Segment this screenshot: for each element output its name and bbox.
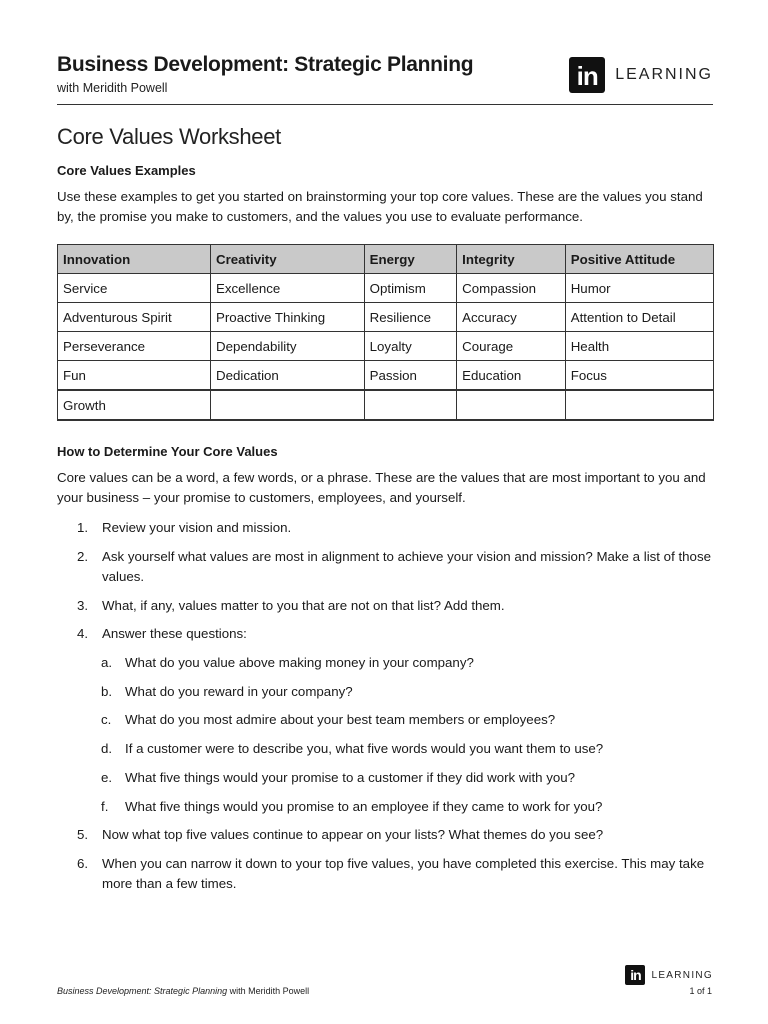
course-title: Business Development: Strategic Planning [57,53,474,76]
footer-course-title: Business Development: Strategic Planning [57,986,228,996]
table-header-row [58,245,714,274]
table-cell: Resilience [364,303,457,332]
list-letter: b. [101,684,113,699]
table-cell: Excellence [211,274,365,303]
table-header-cell: Integrity [457,245,566,274]
core-values-table [57,244,714,421]
table-header-cell: Creativity [211,245,365,274]
footer-logo-text: LEARNING [651,969,713,981]
table-header-cell: Energy [364,245,457,274]
list-text: What do you reward in your company? [125,684,353,699]
footer-course-credit [57,986,309,996]
list-number: 6. [77,856,89,871]
table-cell: Compassion [457,274,566,303]
table-cell: Loyalty [364,332,457,361]
table-row [58,274,714,303]
list-letter: d. [101,741,113,756]
list-text: Ask yourself what values are most in alignment to achieve your vision and mission? Make a list of those values. [102,549,711,584]
list-text: What five things would you promise to an employee if they came to work for you? [125,799,603,814]
table-header-cell: Positive Attitude [565,245,713,274]
list-number: 3. [77,598,89,613]
table-cell: Passion [364,361,457,391]
table-cell: Dependability [211,332,365,361]
table-cell: Dedication [211,361,365,391]
table-row [58,390,714,420]
table-cell: Service [58,274,211,303]
list-letter: e. [101,770,113,785]
list-letter: a. [101,655,113,670]
determine-core-values-heading: How to Determine Your Core Values [57,444,278,459]
linkedin-icon: in [569,57,605,93]
list-number: 4. [77,626,89,641]
table-cell: Courage [457,332,566,361]
table-row [58,303,714,332]
table-cell: Humor [565,274,713,303]
core-values-intro: Use these examples to get you started on brainstorming your top core values. These are the values you stand by, the promise you make to customers, and the values you use to evaluate performance. [57,189,703,224]
table-cell: Accuracy [457,303,566,332]
list-text: If a customer were to describe you, what five words would you want them to use? [125,741,604,756]
linkedin-icon: in [625,965,645,985]
linkedin-learning-logo [569,57,713,93]
determine-core-values-intro: Core values can be a word, a few words, or a phrase. These are the values that are most important to you and your business – your promise to customers, employees, and yourself. [57,470,706,505]
table-cell: Adventurous Spirit [58,303,211,332]
list-text: What five things would your promise to a customer if they did work with you? [125,770,576,785]
list-text: What do you most admire about your best team members or employees? [125,712,556,727]
instructor-subtitle: with Meridith Powell [57,81,168,95]
table-cell: Proactive Thinking [211,303,365,332]
list-text: Answer these questions: [102,626,247,641]
table-cell [565,390,713,420]
table-cell: Focus [565,361,713,391]
table-row [58,361,714,391]
table-cell: Optimism [364,274,457,303]
table-cell: Growth [58,390,211,420]
list-letter: c. [101,712,112,727]
page-title: Core Values Worksheet [57,124,281,149]
table-cell [211,390,365,420]
page-number: 1 of 1 [689,986,712,996]
core-values-examples-heading: Core Values Examples [57,163,196,178]
list-text: Review your vision and mission. [102,520,292,535]
list-text: What, if any, values matter to you that are not on that list? Add them. [102,598,505,613]
table-row [58,332,714,361]
table-cell [364,390,457,420]
table-header-cell: Innovation [58,245,211,274]
list-number: 5. [77,827,89,842]
document-header [57,52,713,105]
footer-linkedin-learning-logo [625,965,713,985]
list-text: What do you value above making money in your company? [125,655,474,670]
logo-text: LEARNING [615,66,713,83]
table-cell: Perseverance [58,332,211,361]
table-cell: Attention to Detail [565,303,713,332]
list-number: 1. [77,520,89,535]
table-cell: Health [565,332,713,361]
table-cell: Fun [58,361,211,391]
footer-author: with Meridith Powell [227,986,310,996]
table-cell: Education [457,361,566,391]
table-cell [457,390,566,420]
list-text: Now what top five values continue to appear on your lists? What themes do you see? [102,827,604,842]
list-letter: f. [101,799,109,814]
list-text: When you can narrow it down to your top five values, you have completed this exercise. This may take more than a few times. [102,856,705,891]
list-number: 2. [77,549,89,564]
